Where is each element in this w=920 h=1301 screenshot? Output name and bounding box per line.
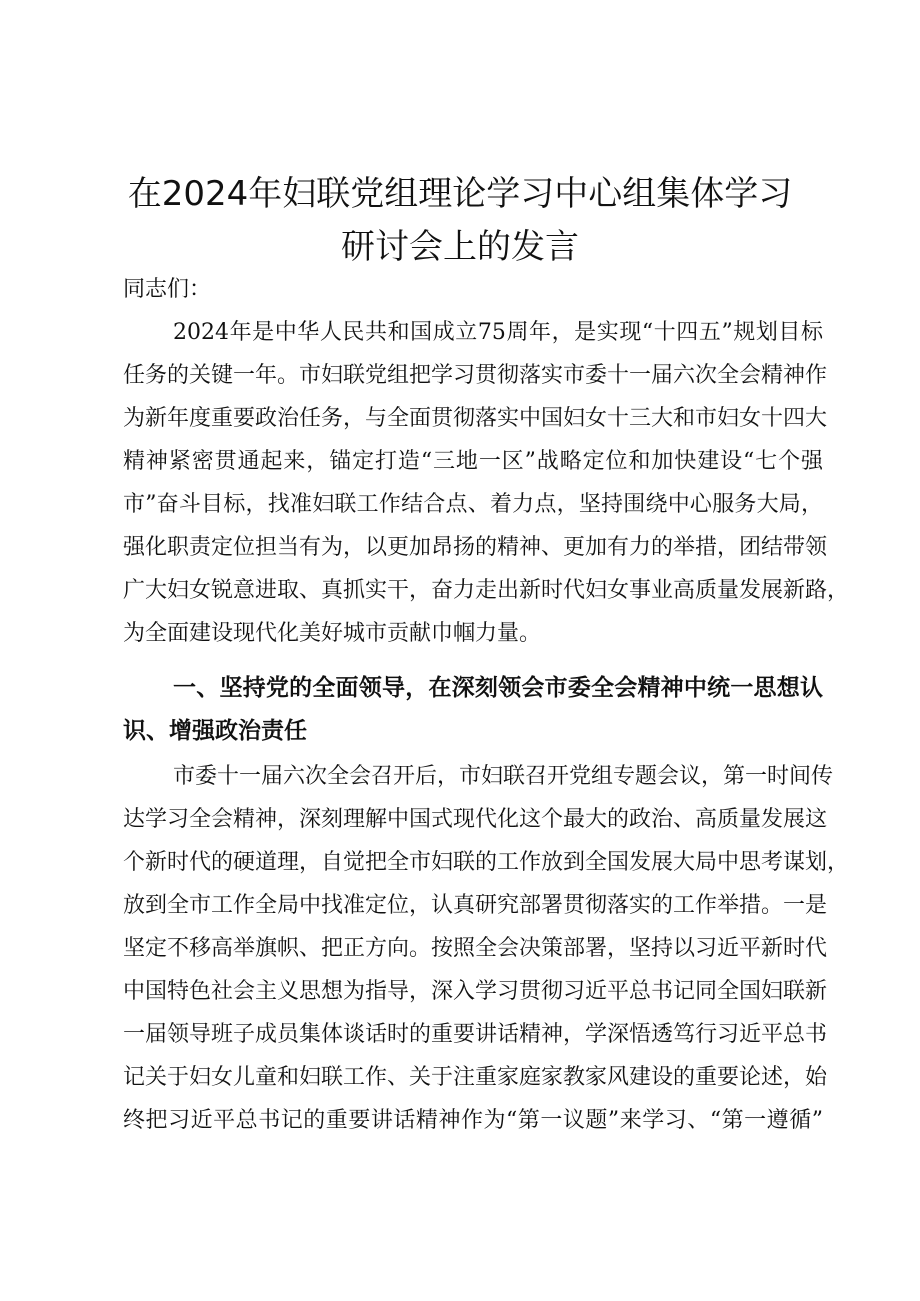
- paragraph-2-line-9: 终把习近平总书记的重要讲话精神作为“第一议题”来学习、“第一遵循”: [123, 1108, 823, 1133]
- paragraph-2-line-7: 一届领导班子成员集体谈话时的重要讲话精神，学深悟透笃行习近平总书: [123, 1022, 828, 1047]
- document-title-line-1: 在2024年妇联党组理论学习中心组集体学习: [127, 174, 793, 214]
- paragraph-2-line-3: 个新时代的硬道理，自觉把全市妇联的工作放到全国发展大局中思考谋划，: [123, 850, 850, 875]
- paragraph-1-line-4: 精神紧密贯通起来，锚定打造“三地一区”战略定位和加快建设“七个强: [123, 449, 823, 474]
- section-heading-1-line-1: 一、坚持党的全面领导，在深刻领会市委全会精神中统一思想认: [173, 675, 823, 701]
- paragraph-2-line-5: 坚定不移高举旗帜、把正方向。按照全会决策部署，坚持以习近平新时代: [123, 936, 828, 961]
- salutation: 同志们：: [123, 277, 212, 302]
- paragraph-2-line-8: 记关于妇女儿童和妇联工作、关于注重家庭家教家风建设的重要论述，始: [123, 1065, 828, 1090]
- paragraph-1-line-7: 广大妇女锐意进取、真抓实干，奋力走出新时代妇女事业高质量发展新路，: [123, 578, 850, 603]
- document-title-line-2: 研讨会上的发言: [341, 227, 579, 267]
- paragraph-1-line-5: 市”奋斗目标，找准妇联工作结合点、着力点，坚持围绕中心服务大局，: [123, 492, 823, 517]
- paragraph-1-line-3: 为新年度重要政治任务，与全面贯彻落实中国妇女十三大和市妇女十四大: [123, 406, 828, 431]
- paragraph-1-line-1: 2024年是中华人民共和国成立75周年，是实现“十四五”规划目标: [173, 320, 823, 345]
- paragraph-2-line-4: 放到全市工作全局中找准定位，认真研究部署贯彻落实的工作举措。一是: [123, 893, 828, 918]
- paragraph-1-line-8: 为全面建设现代化美好城市贡献巾帼力量。: [123, 621, 542, 646]
- paragraph-2-line-6: 中国特色社会主义思想为指导，深入学习贯彻习近平总书记同全国妇联新: [123, 979, 828, 1004]
- paragraph-1-line-2: 任务的关键一年。市妇联党组把学习贯彻落实市委十一届六次全会精神作: [123, 363, 828, 388]
- paragraph-1-line-6: 强化职责定位担当有为，以更加昂扬的精神、更加有力的举措，团结带领: [123, 535, 828, 560]
- paragraph-2-line-1: 市委十一届六次全会召开后，市妇联召开党组专题会议，第一时间传: [173, 764, 834, 789]
- paragraph-2-line-2: 达学习全会精神，深刻理解中国式现代化这个最大的政治、高质量发展这: [123, 807, 828, 832]
- section-heading-1-line-2: 识、增强政治责任: [123, 718, 307, 744]
